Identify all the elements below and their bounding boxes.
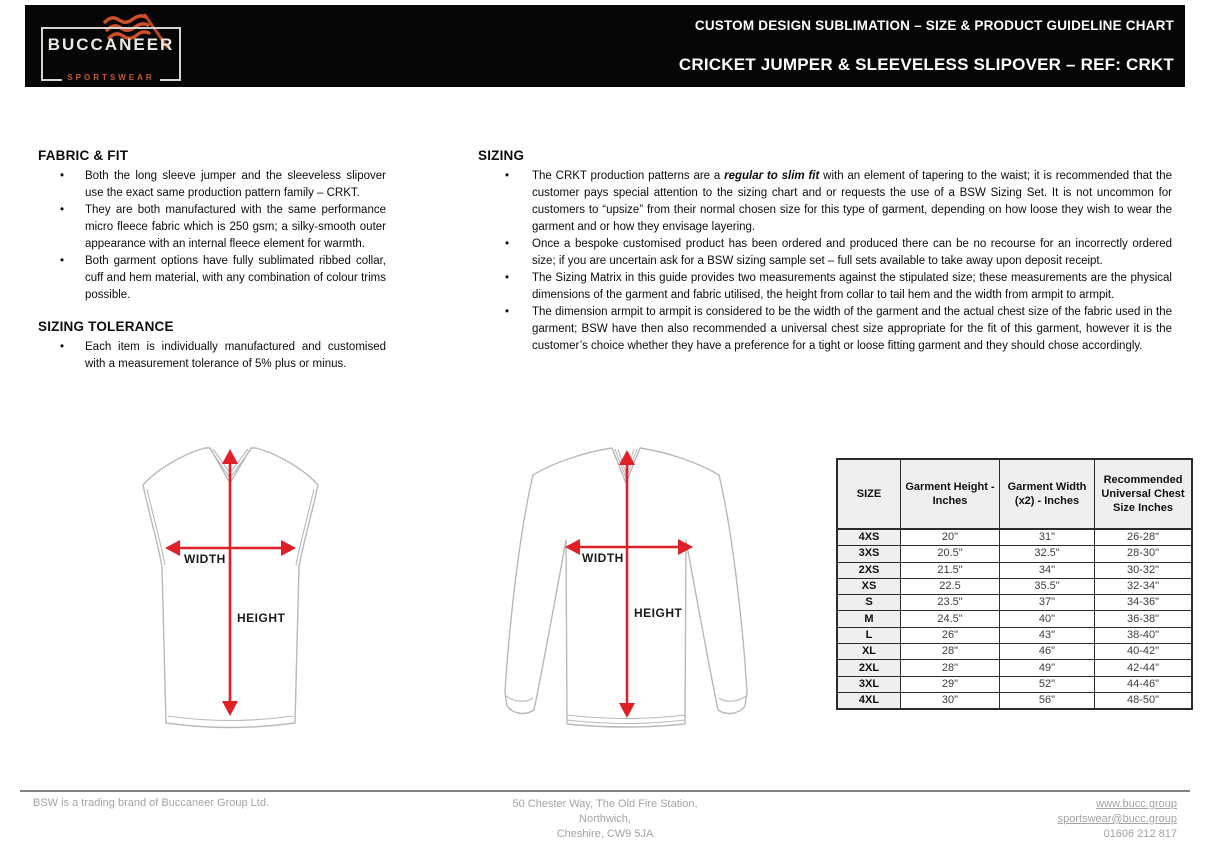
bullet-text [532,168,1172,236]
table-row [837,578,1192,594]
table-cell: 30" [901,692,1000,709]
table-cell: 20.5" [901,546,1000,562]
size-cell: 3XL [837,676,901,692]
height-label: HEIGHT [634,606,683,620]
bullet-text: Both the long sleeve jumper and the sleeveless slipover use the exact same production pattern family – CRKT. [85,170,386,199]
table-cell: 37" [1000,595,1095,611]
bullet-marker: • [60,170,65,182]
address-line: Northwich, [579,813,631,825]
table-row [837,595,1192,611]
width-label: WIDTH [184,552,226,566]
bullet-marker: • [505,306,510,318]
fabric-fit-heading: FABRIC & FIT [38,148,129,163]
size-cell: 2XS [837,562,901,578]
document-title-line1: CUSTOM DESIGN SUBLIMATION – SIZE & PRODUCT GUIDELINE CHART [694,18,1174,33]
list-item [38,202,386,253]
table-cell: 52" [1000,676,1095,692]
table-cell: 40-42" [1095,644,1193,660]
table-cell: 46" [1000,644,1095,660]
table-cell: 44-46" [1095,676,1193,692]
bullet-text: Each item is individually manufactured and customised with a measurement tolerance of 5% plus or minus. [85,341,386,370]
brand-name: BUCCANEER [47,35,175,54]
list-item [38,253,386,304]
size-cell: L [837,627,901,643]
address-line: 50 Chester Way, The Old Fire Station, [512,798,698,810]
list-item [478,270,1172,304]
table-cell: 21.5" [901,562,1000,578]
size-cell: XS [837,578,901,594]
table-cell: 35.5" [1000,578,1095,594]
bullet-marker: • [505,272,510,284]
table-header-row [837,459,1192,529]
bullet-marker: • [60,204,65,216]
bullet-text: Once a bespoke customised product has been ordered and produced there can be no recourse for an incorrectly ordered size; if you are uncertain ask for a BSW sizing sample set – full sets available to take away upon deposit receipt. [532,238,1172,267]
table-cell: 20" [901,529,1000,546]
email-link[interactable]: sportswear@bucc.group [1057,813,1177,825]
list-item [38,339,386,373]
size-cell: 3XS [837,546,901,562]
bullet-text-emphasis: regular to slim fit [724,170,820,182]
table-cell: 26-28" [1095,529,1193,546]
table-cell: 26" [901,627,1000,643]
size-cell: XL [837,644,901,660]
column-header: Garment Height - Inches [901,459,1000,529]
table-cell: 36-38" [1095,611,1193,627]
header-bar [25,5,1185,87]
table-row [837,611,1192,627]
table-cell: 49" [1000,660,1095,676]
document-title-line2: CRICKET JUMPER & SLEEVELESS SLIPOVER – REF: CRKT [678,55,1174,74]
column-header: Recommended Universal Chest Size Inches [1095,459,1193,529]
bullet-marker: • [505,170,510,182]
table-cell: 43" [1000,627,1095,643]
list-item [478,168,1172,236]
size-cell: 4XL [837,692,901,709]
left-column [38,148,386,373]
table-cell: 28" [901,660,1000,676]
bullet-text: The Sizing Matrix in this guide provides two measurements against the stipulated size; these measurements are the physical dimensions of the garment and fabric utilised, the height from collar to tail hem and the width from armpit to armpit. [532,272,1172,301]
table-cell: 22.5 [901,578,1000,594]
table-cell: 34-36" [1095,595,1193,611]
phone-number: 01606 212 817 [1103,828,1177,840]
table-cell: 24.5" [901,611,1000,627]
list-item [38,168,386,202]
table-row [837,692,1192,709]
bullet-marker: • [505,238,510,250]
table-row [837,660,1192,676]
footer-contact [1058,797,1177,842]
table-cell: 56" [1000,692,1095,709]
table-row [837,676,1192,692]
footer [20,790,1190,848]
table-row [837,627,1192,643]
column-header: Garment Width (x2) - Inches [1000,459,1095,529]
website-link[interactable]: www.bucc.group [1096,798,1177,810]
address-line: Cheshire, CW9 5JA [556,828,654,840]
slipover-diagram [138,444,328,736]
table-cell: 28" [901,644,1000,660]
brand-logo [41,15,183,81]
table-cell: 28-30" [1095,546,1193,562]
size-table [836,458,1193,710]
bullet-marker: • [60,341,65,353]
table-row [837,562,1192,578]
table-cell: 29" [901,676,1000,692]
brand-subtitle: SPORTSWEAR [41,67,181,85]
table-cell: 31" [1000,529,1095,546]
table-cell: 38-40" [1095,627,1193,643]
table-cell: 32-34" [1095,578,1193,594]
table-row [837,546,1192,562]
table-cell: 34" [1000,562,1095,578]
footer-address [20,797,1190,842]
height-label: HEIGHT [237,611,286,625]
size-cell: S [837,595,901,611]
table-cell: 48-50" [1095,692,1193,709]
list-item [478,236,1172,270]
bullet-text-post: with an element of tapering to the waist; it is recommended that the customer pays special attention to the sizing chart and or requests the use of a BSW Sizing Set. It is not uncommon for customers to “upsize” from their normal chosen size for this type of garment, depending on how loose they wish to wear the garment and or how they envisage layering. [532,170,1173,233]
table-row [837,644,1192,660]
table-cell: 40" [1000,611,1095,627]
jumper-diagram [500,443,752,737]
size-cell: 4XS [837,529,901,546]
column-header: SIZE [837,459,901,529]
table-cell: 30-32" [1095,562,1193,578]
bullet-text: They are both manufactured with the same performance micro fleece fabric which is 250 gsm; a silky-smooth outer appearance with an internal fleece element for warmth. [85,204,386,250]
list-item [478,304,1172,355]
table-cell: 32.5" [1000,546,1095,562]
bullet-marker: • [60,255,65,267]
bullet-text-pre: The CRKT production patterns are a [532,170,725,182]
size-cell: 2XL [837,660,901,676]
table-cell: 42-44" [1095,660,1193,676]
sizing-tolerance-heading: SIZING TOLERANCE [38,319,174,334]
table-cell: 23.5" [901,595,1000,611]
footer-brand-note: BSW is a trading brand of Buccaneer Group Ltd. [33,797,270,809]
sizing-heading: SIZING [478,148,525,163]
bullet-text: The dimension armpit to armpit is considered to be the width of the garment and the actual chest size of the fabric used in the garment; BSW have then also recommended a universal chest size appropriate for the fit of this garment, however it is the customer’s choice whether they have a preference for a tight or loose fitting garment and they should chose accordingly. [532,306,1172,352]
bullet-text: Both garment options have fully sublimated ribbed collar, cuff and hem material, with any combination of colour trims possible. [85,255,386,301]
table-row [837,529,1192,546]
width-label: WIDTH [582,551,624,565]
sizing-column [478,148,1172,355]
size-cell: M [837,611,901,627]
